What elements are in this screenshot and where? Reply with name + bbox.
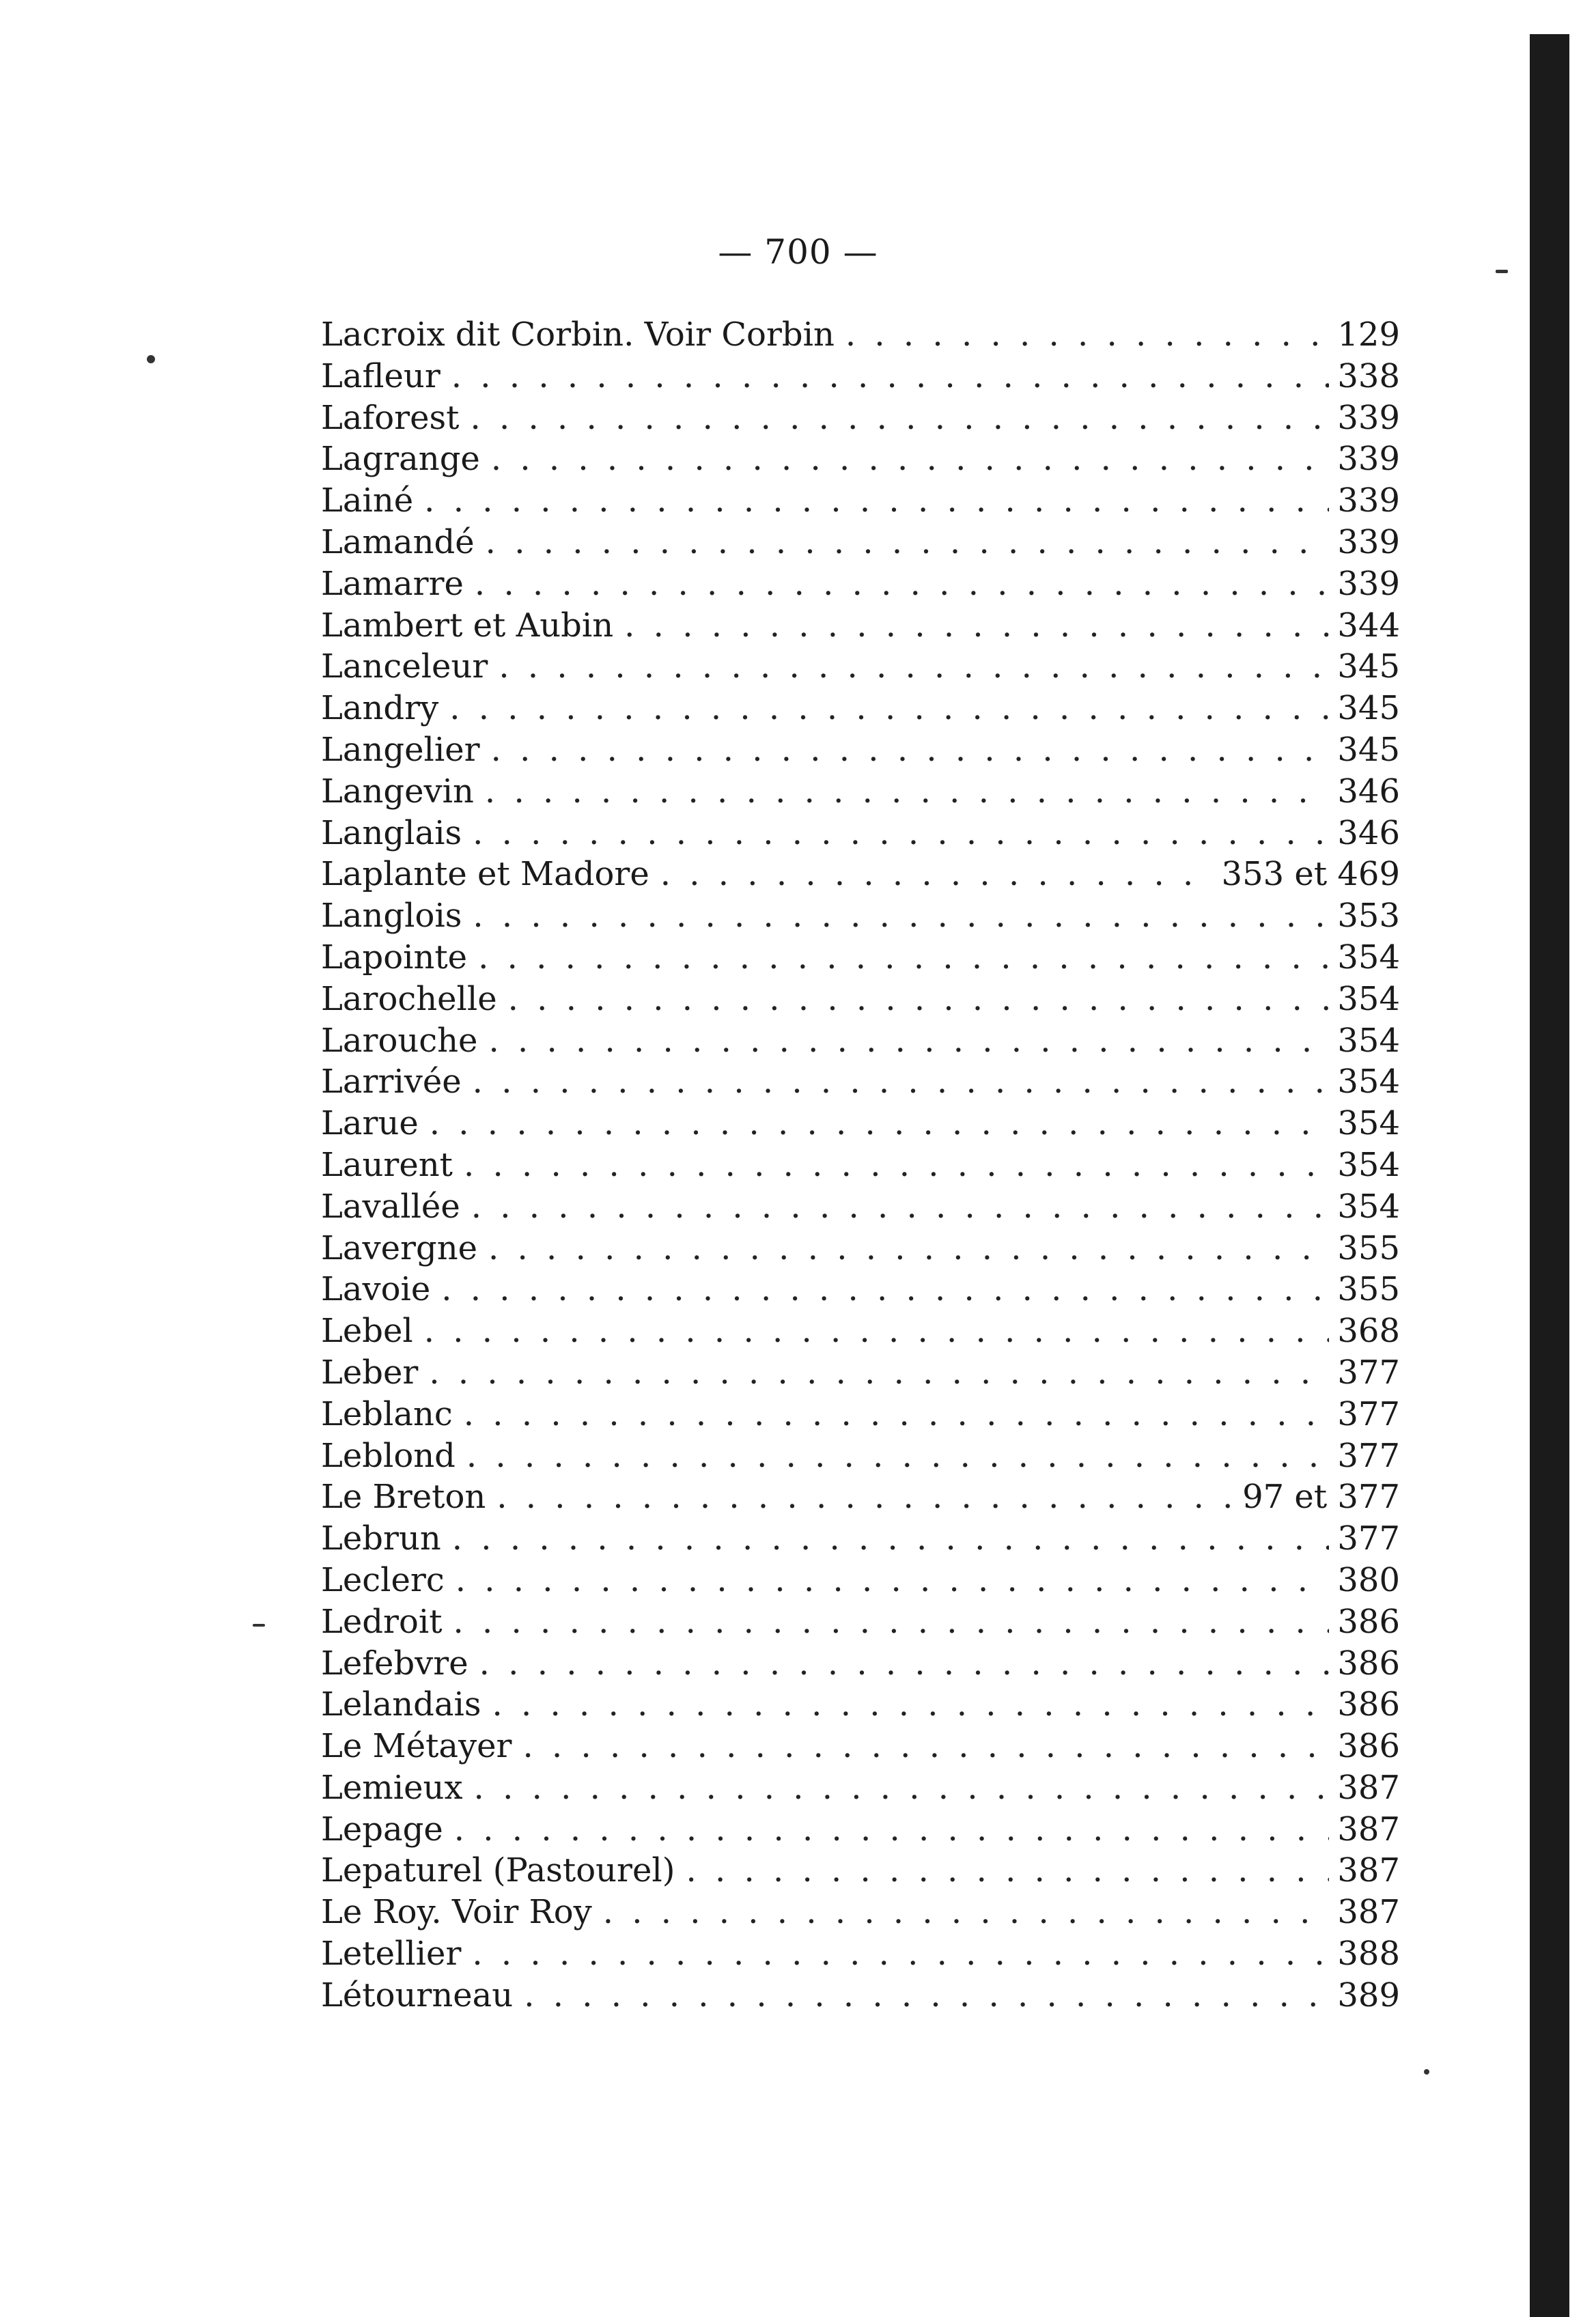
entry-page-number: 354 (1337, 979, 1400, 1018)
entry-page-number: 97 et 377 (1242, 1478, 1400, 1517)
entry-name: Leber (321, 1353, 419, 1392)
index-entry (321, 1684, 1400, 1726)
entry-page-number: 355 (1337, 1228, 1400, 1267)
entry-name: Laforest (321, 398, 460, 437)
entry-name: Leblanc (321, 1394, 453, 1433)
entry-name: Létourneau (321, 1976, 514, 2014)
entry-page-number: 377 (1337, 1519, 1400, 1558)
entry-name: Laurent (321, 1145, 453, 1184)
stray-mark (253, 1624, 265, 1627)
entry-name: Langevin (321, 772, 474, 811)
dot-leader (473, 895, 1329, 937)
entry-page-number: 339 (1337, 522, 1400, 561)
page-number: — 700 — (718, 232, 878, 272)
entry-name: Lemieux (321, 1768, 463, 1807)
dot-leader (464, 1394, 1330, 1435)
entry-name: Ledroit (321, 1602, 443, 1641)
dot-leader (429, 1352, 1329, 1394)
index-entry (321, 1601, 1400, 1643)
entry-page-number: 345 (1337, 689, 1400, 728)
stray-mark (1424, 2069, 1429, 2075)
dot-leader (491, 438, 1330, 480)
entry-name: Lelandais (321, 1685, 481, 1724)
index-entry (321, 1560, 1400, 1601)
index-entry (321, 356, 1400, 397)
index-entry (321, 563, 1400, 605)
dot-leader (424, 1310, 1330, 1352)
dot-leader (474, 1767, 1330, 1809)
entry-page-number: 346 (1337, 813, 1400, 852)
dot-leader (486, 522, 1330, 563)
entry-name: Lepaturel (Pastourel) (321, 1851, 675, 1890)
dot-leader (492, 1684, 1330, 1726)
dot-leader (478, 937, 1329, 979)
index-entry (321, 605, 1400, 647)
entry-page-number: 388 (1337, 1935, 1400, 1974)
entry-name: Lamandé (321, 522, 475, 561)
index-entry (321, 438, 1400, 480)
index-entry (321, 1933, 1400, 1975)
dot-leader (660, 854, 1214, 895)
index-entry (321, 1020, 1400, 1062)
entry-name: Lefebvre (321, 1644, 468, 1683)
entry-page-number: 368 (1337, 1312, 1400, 1351)
entry-page-number: 339 (1337, 564, 1400, 603)
dot-leader (603, 1892, 1330, 1933)
entry-name: Larrivée (321, 1063, 462, 1101)
dot-leader (470, 397, 1329, 439)
entry-page-number: 338 (1337, 356, 1400, 395)
entry-name: Lebel (321, 1312, 413, 1351)
entry-page-number: 387 (1337, 1851, 1400, 1890)
index-entry (321, 1767, 1400, 1809)
entry-page-number: 353 (1337, 897, 1400, 936)
index-entry (321, 1061, 1400, 1103)
dot-leader (464, 1145, 1329, 1186)
index-entry (321, 979, 1400, 1020)
dot-leader (496, 1476, 1234, 1518)
entry-page-number: 377 (1337, 1394, 1400, 1433)
entry-page-number: 354 (1337, 938, 1400, 977)
index-entry (321, 895, 1400, 937)
index-entry (321, 397, 1400, 439)
entry-name: Larochelle (321, 979, 497, 1018)
dot-leader (488, 1228, 1329, 1269)
index-entry (321, 1145, 1400, 1186)
entry-page-number: 354 (1337, 1145, 1400, 1184)
entry-page-number: 377 (1337, 1353, 1400, 1392)
entry-page-number: 339 (1337, 481, 1400, 520)
dot-leader (522, 1726, 1329, 1767)
index-entry (321, 1394, 1400, 1435)
index-entry (321, 1228, 1400, 1269)
index-entry (321, 1518, 1400, 1560)
dot-leader (624, 605, 1329, 647)
entry-name: Lambert et Aubin (321, 606, 614, 645)
entry-page-number: 387 (1337, 1810, 1400, 1849)
entry-name: Langlois (321, 897, 462, 936)
index-list (321, 314, 1400, 2017)
entry-name: Leclerc (321, 1560, 445, 1599)
entry-name: Lavallée (321, 1187, 460, 1226)
entry-page-number: 386 (1337, 1602, 1400, 1641)
dot-leader (508, 979, 1330, 1020)
entry-page-number: 386 (1337, 1685, 1400, 1724)
entry-page-number: 354 (1337, 1104, 1400, 1143)
dot-leader (424, 480, 1329, 522)
index-entry (321, 1269, 1400, 1310)
dot-leader (466, 1435, 1329, 1477)
entry-page-number: 345 (1337, 730, 1400, 769)
dot-leader (686, 1850, 1329, 1892)
index-entry (321, 1892, 1400, 1933)
entry-page-number: 354 (1337, 1063, 1400, 1101)
index-entry (321, 646, 1400, 688)
entry-name: Laplante et Madore (321, 855, 649, 894)
index-entry (321, 1476, 1400, 1518)
stray-mark (1496, 270, 1508, 273)
index-entry (321, 1186, 1400, 1228)
index-entry (321, 1435, 1400, 1477)
index-entry (321, 1726, 1400, 1767)
index-entry (321, 522, 1400, 563)
dot-leader (454, 1809, 1330, 1851)
entry-page-number: 353 et 469 (1221, 855, 1400, 894)
entry-name: Lafleur (321, 356, 440, 395)
entry-page-number: 387 (1337, 1893, 1400, 1932)
entry-name: Langelier (321, 730, 480, 769)
index-entry (321, 688, 1400, 729)
index-entry (321, 813, 1400, 854)
dot-leader (441, 1269, 1329, 1310)
entry-page-number: 389 (1337, 1976, 1400, 2014)
index-entry (321, 1643, 1400, 1685)
dot-leader (430, 1103, 1330, 1145)
index-entry (321, 854, 1400, 895)
entry-page-number: 345 (1337, 647, 1400, 686)
index-entry (321, 1809, 1400, 1851)
stray-mark (147, 355, 155, 363)
entry-page-number: 386 (1337, 1727, 1400, 1766)
entry-page-number: 355 (1337, 1270, 1400, 1309)
entry-page-number: 377 (1337, 1436, 1400, 1475)
entry-name: Le Breton (321, 1478, 486, 1517)
entry-name: Lamarre (321, 564, 464, 603)
entry-page-number: 344 (1337, 606, 1400, 645)
entry-name: Lagrange (321, 440, 480, 479)
entry-name: Lanceleur (321, 647, 488, 686)
dot-leader (452, 1518, 1330, 1560)
dot-leader (488, 1020, 1329, 1062)
entry-name: Lebrun (321, 1519, 441, 1558)
entry-name: Lavergne (321, 1228, 478, 1267)
dot-leader (479, 1643, 1330, 1685)
dot-leader (845, 314, 1330, 356)
dot-leader (449, 688, 1329, 729)
entry-name: Le Roy. Voir Roy (321, 1893, 592, 1932)
index-entry (321, 314, 1400, 356)
dot-leader (451, 356, 1330, 397)
dot-leader (524, 1975, 1329, 2017)
dot-leader (485, 771, 1329, 813)
entry-page-number: 380 (1337, 1560, 1400, 1599)
entry-page-number: 354 (1337, 1021, 1400, 1060)
entry-name: Langlais (321, 813, 462, 852)
index-entry (321, 729, 1400, 771)
entry-page-number: 339 (1337, 440, 1400, 479)
entry-page-number: 129 (1337, 315, 1400, 354)
dot-leader (456, 1560, 1330, 1601)
entry-name: Lapointe (321, 938, 468, 977)
dot-leader (475, 563, 1329, 605)
dot-leader (499, 646, 1329, 688)
dot-leader (491, 729, 1330, 771)
dot-leader (473, 1061, 1330, 1103)
entry-page-number: 386 (1337, 1644, 1400, 1683)
entry-name: Le Métayer (321, 1727, 512, 1766)
dot-leader (471, 1186, 1330, 1228)
entry-name: Larouche (321, 1021, 478, 1060)
index-entry (321, 1352, 1400, 1394)
index-entry (321, 1310, 1400, 1352)
entry-page-number: 339 (1337, 398, 1400, 437)
entry-name: Lacroix dit Corbin. Voir Corbin (321, 315, 835, 354)
entry-name: Lavoie (321, 1270, 431, 1309)
entry-name: Leblond (321, 1436, 456, 1475)
entry-name: Larue (321, 1104, 419, 1143)
entry-name: Letellier (321, 1935, 462, 1974)
index-entry (321, 937, 1400, 979)
entry-name: Landry (321, 689, 439, 728)
dot-leader (472, 1933, 1329, 1975)
index-entry (321, 1850, 1400, 1892)
index-entry (321, 771, 1400, 813)
index-entry (321, 1103, 1400, 1145)
index-entry (321, 1975, 1400, 2017)
dot-leader (473, 813, 1329, 854)
entry-page-number: 346 (1337, 772, 1400, 811)
entry-page-number: 387 (1337, 1768, 1400, 1807)
entry-name: Lainé (321, 481, 414, 520)
index-entry (321, 480, 1400, 522)
dot-leader (453, 1601, 1330, 1643)
entry-name: Lepage (321, 1810, 443, 1849)
entry-page-number: 354 (1337, 1187, 1400, 1226)
margin-rule (1530, 34, 1569, 2317)
